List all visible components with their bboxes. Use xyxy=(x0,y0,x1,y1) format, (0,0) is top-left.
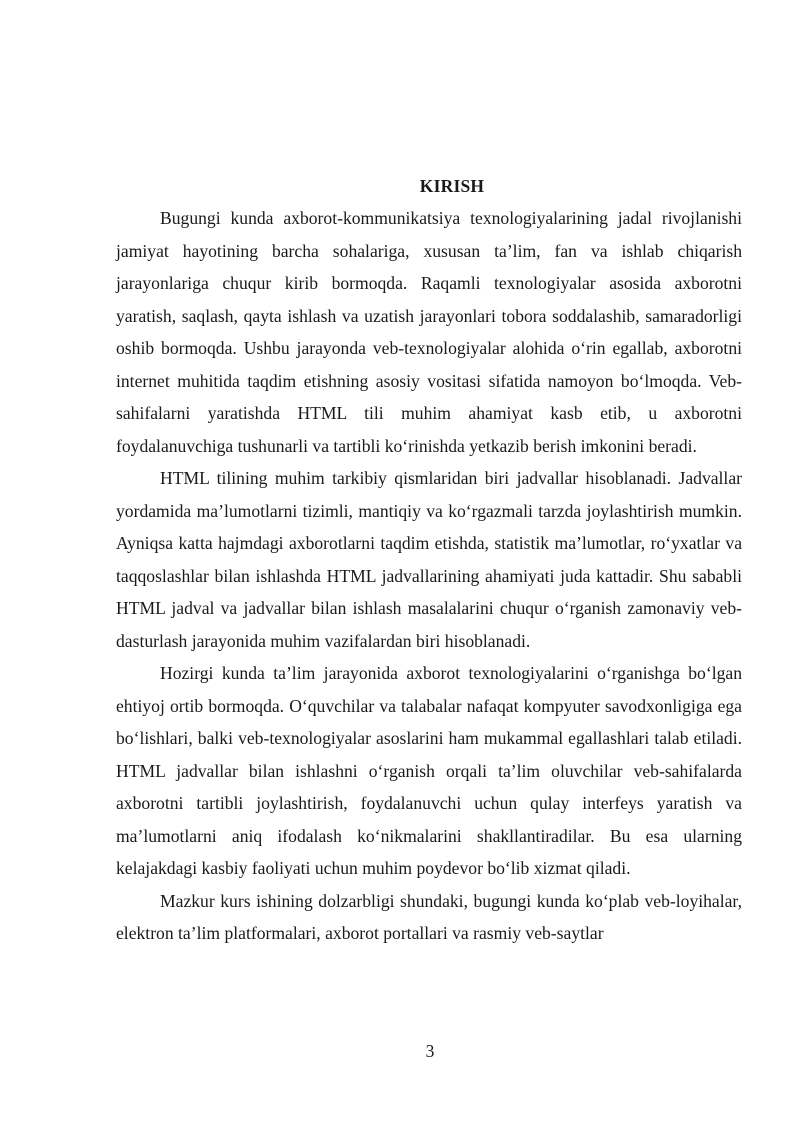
paragraph: Hozirgi kunda ta’lim jarayonida axborot texnologiyalarini o‘rganishga bo‘lgan ehtiyoj ortib bormoqda. O‘quvchilar va talabalar nafaqat kompyuter savodxonligiga ega bo‘lishlari, balki veb-texnologiyalar asoslarini ham mukammal egallashlari talab etiladi. HTML jadvallar bilan ishlashni o‘rganish orqali ta’lim oluvchilar veb-sahifalarda axborotni tartibli joylashtirish, foydalanuvchi uchun qulay interfeys yaratish va ma’lumotlarni aniq ifodalash ko‘nikmalarini shakllantiradilar. Bu esa ularning kelajakdagi kasbiy faoliyati uchun muhim poydevor bo‘lib xizmat qiladi. xyxy=(116,663,742,878)
paragraph: HTML tilining muhim tarkibiy qismlaridan biri jadvallar hisoblanadi. Jadvallar yordamida ma’lumotlarni tizimli, mantiqiy va ko‘rgazmali tarzda joylashtirish mumkin. Ayniqsa katta hajmdagi axborotlarni taqdim etishda, statistik ma’lumotlar, ro‘yxatlar va taqqoslashlar bilan ishlashda HTML jadvallarining ahamiyati juda kattadir. Shu sababli HTML jadval va jadvallar bilan ishlash masalalarini chuqur o‘rganish zamonaviy veb-dasturlash jarayonida muhim vazifalardan biri hisoblanadi. xyxy=(116,468,742,651)
paragraph: Mazkur kurs ishining dolzarbligi shundaki, bugungi kunda ko‘plab veb-loyihalar, elektron ta’lim platformalari, axborot portallari va rasmiy veb-saytlar xyxy=(116,890,742,943)
section-heading: KIRISH xyxy=(419,176,485,196)
paragraph: Bugungi kunda axborot-kommunikatsiya texnologiyalarining jadal rivojlanishi jamiyat hayotining barcha sohalariga, xususan ta’lim, fan va ishlab chiqarish jarayonlariga chuqur kirib bormoqda. Raqamli texnologiyalar asosida axborotni yaratish, saqlash, qayta ishlash va uzatish jarayonlari tobora soddalashib, samaradorligi oshib bormoqda. Ushbu jarayonda veb-texnologiyalar alohida o‘rin egallab, axborotni internet muhitida taqdim etishning asosiy vositasi sifatida namoyon bo‘lmoqda. Veb-sahifalarni yaratishda HTML tili muhim ahamiyat kasb etib, u axborotni foydalanuvchiga tushunarli va tartibli ko‘rinishda yetkazib berish imkonini beradi. xyxy=(116,208,742,456)
page-number: 3 xyxy=(425,1041,435,1061)
body-text xyxy=(116,202,742,950)
